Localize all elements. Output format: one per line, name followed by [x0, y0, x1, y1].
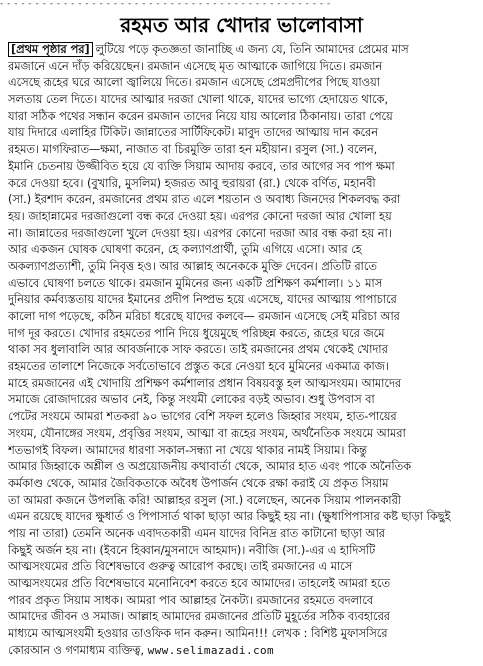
article-line — [8, 259, 476, 276]
article-line-text: (সা.) ইরশাদ করেন, রমজানের প্রথম রাত এলে শয়তান ও অবাধ্য জিনদের শিকলবদ্ধ করা — [8, 193, 401, 207]
article-line-text: করে দেওয়া হবে। (বুখারি, মুসলিম) হজরত আবু হুরায়রা (রা.) থেকে বর্ণিত, মহানবী — [8, 176, 376, 190]
article-line — [8, 493, 476, 510]
article-line — [8, 276, 476, 293]
article-line-text: যায় দিদারে এলাহির টিকিট। জান্নাতের সার্টিফিকেট। মাবুদ তাদের আত্মায় দান করেন — [8, 126, 379, 140]
article-line — [8, 342, 476, 359]
article-line — [8, 159, 476, 176]
article-line — [8, 509, 476, 526]
article-line — [8, 626, 476, 643]
article-line — [8, 176, 476, 193]
author-description: কোরআন ও গণমাধ্যম ব্যক্তিত্ব, — [8, 643, 145, 657]
article-last-line — [8, 643, 476, 660]
article-line-text: পারব প্রকৃত সিয়াম সাধক। আমরা পাব আল্লাহর নৈকট্য। রমজানের রহমতে বদলাবে — [8, 593, 374, 607]
article-line — [8, 559, 476, 576]
article-title: রহমত আর খোদার ভালোবাসা — [120, 13, 363, 37]
article-line-text: লুটিয়ে পড়ে কৃতজ্ঞতা জানাচ্ছি এ জন্য যে, তিনি আমাদের প্রেমের মাস — [95, 43, 409, 56]
article-line — [8, 142, 476, 159]
article-line — [8, 209, 476, 226]
article-line — [8, 242, 476, 259]
article-line-text: কর্মকাণ্ড থেকে, আমার জৈবিকতাকে অবৈধ উপার্জন থেকে রক্ষা করাই যে প্রকৃত সিয়াম — [8, 476, 389, 490]
article-line-text: সংযম, যৌনাঙ্গের সংযম, প্রবৃত্তির সংযম, আত্মা বা রূহের সংযম, অর্থনৈতিক সংযমে আমরা — [8, 426, 406, 440]
article-line — [8, 42, 476, 59]
article-line — [8, 109, 476, 126]
article-line — [8, 192, 476, 209]
article-line — [8, 292, 476, 309]
article-line-text: এমন রয়েছে যাদের ক্ষুধার্ত ও পিপাসার্ত থাকা ছাড়া আর কিছুই হয় না। (ক্ষুধাপিপাসার কষ্ট ছাড়া কিছুই — [8, 510, 451, 524]
article-line-text: রমজানে এনে দাঁড় করিয়েছেন। রমজান এসেছে মৃত আত্মাকে জাগিয়ে দিতে। রমজান — [8, 59, 383, 73]
article-line-text: সলতায় তেল দিতে। যাদের আত্মার দরজা খোলা থাকে, যাদের ভাগ্যে হেদায়েত থাকে, — [8, 93, 389, 107]
article-line-text: শতভাগই বিফল। আমাদের ধারণা সকাল-সন্ধ্যা না খেয়ে থাকার নামই সিয়াম। কিন্তু — [8, 443, 367, 457]
article-line-text: দুনিয়ার কর্মব্যস্ততায় যাদের ইমানের প্রদীপ নিষ্প্রভ হয়ে এসেছে, যাদের আত্মায় পাপাচারে — [8, 293, 397, 307]
continuation-marker: [প্রথম পৃষ্ঠার পর] — [8, 42, 93, 57]
article-line — [8, 376, 476, 393]
article-line — [8, 459, 476, 476]
article-line-text: না। জান্নাতের দরজাগুলো খুলে দেওয়া হয়। এরপর কোনো দরজা আর বন্ধ করা হয় না। — [8, 226, 392, 240]
article-line — [8, 526, 476, 543]
author-website: www.selimazadi.com — [147, 643, 275, 657]
article-line-text: আমার জিহ্বাকে অশ্লীল ও অপ্রয়োজনীয় কথাবার্তা থেকে, আমার হাত এবং পাকে অনৈতিক — [8, 460, 411, 474]
article-line-text: পায় না তারা) তেমনি অনেক এবাদতকারী এমন যাদের বিনিদ্র রাত কাটানো ছাড়া আর — [8, 526, 385, 540]
article-line — [8, 476, 476, 493]
article-line — [8, 59, 476, 76]
article-line-text: অকল্যাণপ্রত্যাশী, তুমি নিবৃত্ত হও। আর আল্লাহ অনেককে মুক্তি দেবেন। প্রতিটি রাতে — [8, 259, 377, 273]
top-strip: - - - - - - - - - - - - - - - - - - - - - - - - - - - - - - - - - - - - - - - - - - - - - - - — [0, 0, 331, 8]
article-line-text: যারা সঠিক পথের সন্ধান করেন রমজান তাদের নিয়ে যায় আলোর ঠিকানায়। তারা পেয়ে — [8, 109, 393, 123]
article-line-text: কিছুই অর্জন হয় না। (ইবনে হিব্বান/মুসনাদে আহমাদ)। নবীজি (সা.)-এর এ হাদিসটি — [8, 543, 376, 557]
article-line — [8, 392, 476, 409]
article-line — [8, 359, 476, 376]
article-line-text: পেটের সংযমে আমরা শতকরা ৯০ ভাগের বেশি সফল হলেও জিহ্বার সংযম, হাত-পায়ের — [8, 410, 397, 424]
article-line — [8, 409, 476, 426]
article-line-text: রহমতের তালাশে নিজেকে সর্বতোভাবে প্রস্তুত করে নেওয়া হবে মুমিনের একমাত্র কাজ। — [8, 360, 389, 374]
article-line — [8, 426, 476, 443]
article-line-text: রহমত। মাগফিরাত—ক্ষমা, নাজাত বা চিরমুক্তি তারা হন মহীয়ান। রসুল (সা.) বলেন, — [8, 143, 378, 157]
article-line — [8, 443, 476, 460]
article-line — [8, 609, 476, 626]
article-line-text: দাগ দূর করতে। খোদার রহমতের পানি দিয়ে ধুয়েমুছে পরিচ্ছন্ন করতে, রূহের ঘরে জমে — [8, 326, 385, 340]
article-body — [8, 42, 476, 662]
article-line — [8, 326, 476, 343]
article-line-text: এসেছে রূহের ঘরে আলো জ্বালিয়ে দিতে। রমজান এসেছে প্রেমপ্রদীপের পিছে যাওয়া — [8, 76, 380, 90]
article-line-text: আমাদের জীবন ও সমাজ। আল্লাহ আমাদের রমজানের প্রতিটি মুহূর্তের সঠিক ব্যবহারের — [8, 610, 391, 624]
article-line — [8, 92, 476, 109]
article-line-text: সমাজে রোজাদারের অভাব নেই, কিন্তু সংযমী লোকের বড়ই অভাব। শুধু উপবাস বা — [8, 393, 375, 407]
article-line-text: আত্মসংযমের প্রতি বিশেষভাবে গুরুত্ব আরোপ করছে। তাই রমজানের এ মাসে — [8, 560, 353, 574]
article-line-text: এভাবে ঘোষণা চলতে থাকে। রমজান মুমিনের জন্য একটি প্রশিক্ষণ কর্মশালা। ১১ মাস — [8, 276, 383, 290]
article-line-text: মাধ্যমে আত্মসংযমী হওয়ার তাওফিক দান করুন। আমিন!!! লেখক : বিশিষ্ট মুফাসসিরে — [8, 627, 388, 641]
article-line — [8, 543, 476, 560]
article-line-text: মাহে রমজানের এই খোদায়ি প্রশিক্ষণ কর্মশালার প্রধান বিষয়বস্তু হল আত্মসংযম। আমাদের — [8, 376, 402, 390]
article-line-text: কালো দাগ পড়েছে, কঠিন মরিচা ধরেছে যাদের কলবে— রমজান এসেছে সেই মরিচা আর — [8, 310, 400, 323]
article-line-text: আত্মসংযমের প্রতি বিশেষভাবে মনোনিবেশ করতে হবে আমাদের। তাহলেই আমরা হতে — [8, 577, 390, 590]
article-line — [8, 309, 476, 326]
article-line — [8, 226, 476, 243]
article-line — [8, 576, 476, 593]
article-line — [8, 125, 476, 142]
article-line-text: ইমানি চেতনায় উজ্জীবিত হয়ে যে ব্যক্তি সিয়াম আদায় করবে, তার আগের সব পাপ ক্ষমা — [8, 159, 395, 173]
article-line — [8, 593, 476, 610]
article-line — [8, 75, 476, 92]
article-line-text: থাকা সব ধুলাবালি আর আবর্জনাকে সাফ করতে। তাই রমজানের প্রথম থেকেই খোদার — [8, 343, 388, 357]
article-lines — [8, 42, 476, 643]
article-line-text: তা আমরা কজনে উপলব্ধি করি! আল্লাহর রসুল (সা.) বলেছেন, অনেক সিয়াম পালনকারী — [8, 493, 402, 507]
article-line-text: আর একজন ঘোষক ঘোষণা করেন, হে কল্যাণপ্রার্থী, তুমি এগিয়ে এসো। আর হে — [8, 243, 362, 257]
article-line-text: হয়। জাহান্নামের দরজাগুলো বন্ধ করে দেওয়া হয়। এরপর কোনো দরজা আর খোলা হয় — [8, 209, 392, 223]
